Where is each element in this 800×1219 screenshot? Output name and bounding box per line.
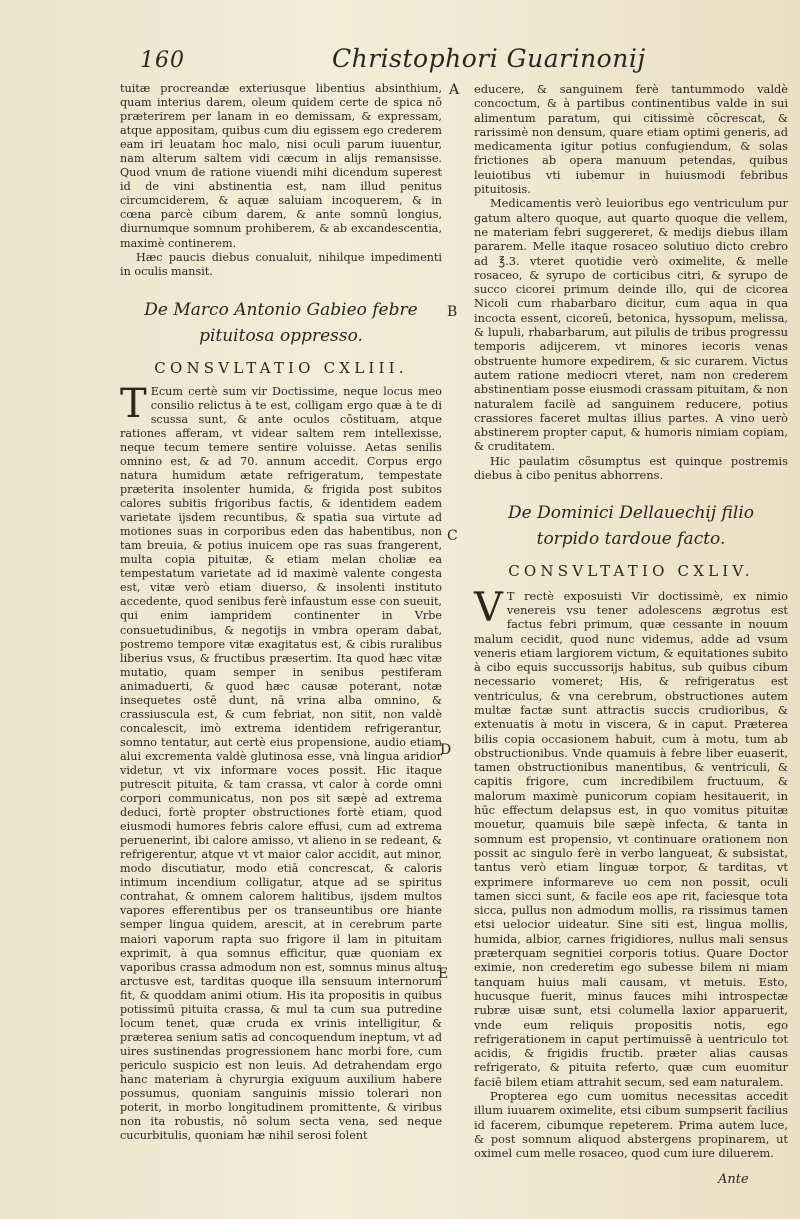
consultation-143-text: Ecum certè sum vir Doctissime, neque locus meo consilio relictus à te est, colligam ergo quæ à te di scussa sunt, & ante oculos cõstituam, atque rationes afferam, vt videar saltem rem intellexisse, neque tecum temere sentire voluisse. Aetas senilis omnino est, & ad 70. annum accedit. Corpus ergo natura humidum ætate refrigeratum, tempestate præterita insolenter humida, & frigida post subitos calores subitis frigoribus factis, & identidem eadem varietate ijsdem recuntibus, & spatia sua virtute ad motiones suas in corporibus eden das habentibus, non tam breuia, & potius inuicem ope ras suas frangerent, multa copia pituitæ, & etiam melan choliæ ea tempestatum varietate ad id maximè valente congesta est, vitæ verò etiam diuerso, & insolenti instituto accedente, quod senibus ferè infaustum esse con sueuit, qui enim iampridem continenter in Vrbe consuetudinibus, & negotijs in vmbra operam dabat, postremo tempore vitæ exagitatus est, & cibis ruralibus liberius vsus, & fructibus præsertim. Ita quod hæc vitæ mutatio, quam semper in senibus pestiferam animaduerti, & quod hæc causæ poterant, notæ insequetes ostē dunt, nā vrina alba omnino, & crassiuscula est, & cum febriat, non sitit, non valdè concalescit, imò extrema identidem refrigerantur, somno tentatur, aut certè eius propensione, audio etiam alui excrementa valdè glutinosa esse, vnà lingua aridior videtur, vt vix informare voces possit. Hic itaque putrescit pituita, & tam crassa, vt calor à corde omni corpori communicatus, non pos sit sæpè ad extrema deduci, fortè propter obstructiones fortè etiam, quod eiusmodi humores febris calore effusi, cum ad extrema peruenerint, ibi calore amisso, vt alieno in se redeant, & refrigerentur, atque vt vt maior calor accidit, aut minor, modo discutiatur, modo etiā concrescat, & caloris intimum incendium colligatur, atque ad se spiritus contrahat, & omnem calorem halitibus, ijsdem multos vapores efferentibus per os transeuntibus ore hiante semper lingua quidem, arescit, at in cerebrum parte maiori vaporum rapta suo frigore il lam in pituitam exprimit, à qua somnus efficitur, quæ quoniam ex vaporibus crassa admodum non est, somnus minus altus arctusve est, tarditas quoque illa sensuum internorum fit, & quoddam animi otium. His ita propositis in quibus potissimū pituita crassa, & mul ta cum sua putredine locum tenet, quæ cruda ex vrinis intelligitur, & præterea senium satis ad concoquendum ineptum, vt ad uires sustinendas progressionem hanc morbi fore, cum periculo suspicio est non leuis. Ad detrahendam ergo hanc materiam à chyrurgia exiguum auxilium habere possumus, quoniam sanguinis missio tolerari non poterit, in morbo longitudinem promittente, & viribus non ita robustis, nō solum secta vena, sed neque cucurbitulis, quoniam hæ nihil serosi folent bbox=[120, 384, 442, 1143]
left-paragraph-2: Hæc paucis diebus conualuit, nihilque impedimenti in oculis mansit. bbox=[120, 250, 442, 278]
right-paragraph-3: Hic paulatim cõsumptus est quinque postremis diebus à cibo penitus abhorrens. bbox=[474, 453, 788, 483]
margin-marker-e: E bbox=[438, 966, 449, 982]
consultation-144-body bbox=[474, 584, 788, 1089]
margin-marker-a: A bbox=[449, 82, 460, 98]
margin-marker-b: B bbox=[447, 304, 458, 320]
catchword: Ante bbox=[718, 1172, 749, 1187]
left-column bbox=[120, 82, 442, 1143]
consultation-144-text: T rectè exposuisti Vir doctissimè, ex nimio venereis vsu tener adolescens ægrotus est factus febri primum, quæ cessante in nouum malum cecidit, quod nunc videmus, adde ad vsum veneris etiam largiorem victum, & equitationes subito à cibo equis succussorijs habitus, sub quibus cibum necessario vomeret; His, & refrigeratus est ventriculus, & vna cerebrum, obstructiones autem multæ factæ sunt attractis succis crudioribus, & extenuatis à motu in viscera, & in caput. Præterea bilis copia occasionem habuit, cum à motu, tum ab obstructionibus. Vnde quamuis à febre liber euaserit, tamen obstructionibus manentibus, & ventriculi, & capitis frigore, cum incredibilem fructuum, & malorum maximè punicorum copiam hesitauerit, in hūc effectum delapsus est, in quo vomitus pituitæ mouetur, quamuis bile sæpè infecta, & tanta in somnum est propensio, vt continuare orationem non possit ac singulo ferè in verbo langueat, & subsistat, tantus verò etiam linguæ torpor, & tarditas, vt exprimere informareve uo cem non possit, oculi tamen sicci sunt, & facile eos ape rit, faciesque tota sicca, pullus non admodum mollis, ra rissimus tamen etsi uelocior uideatur. Sine siti est, lingua mollis, humida, albior, carnes frigidiores, nullus mali sensus præterquam segnitiei corporis totius. Quare Doctor eximie, non crederetim ego subesse bilem ni miam tanquam huius mali causam, vt metuis. Esto, hucusque fuerit, minus fauces mihi introspectæ rubræ uisæ sunt, etsi columella laxior apparuerit, vnde eum reliquis propositis notis, ego refrigerationem in caput pertimuissē à uentriculo tot acidis, & frigidis fructib. præter alias causas refrigerato, & pituita referto, quæ cum euomitur faciē bilem etiam attrahit secum, sed eam naturalem. bbox=[474, 588, 788, 1089]
right-paragraph-2: Medicamentis verò leuioribus ego ventriculum pur gatum altero quoque, aut quarto quoque die vellem, ne materiam febri suggereret, & medijs diebus illam pararem. Melle itaque rosaceo solutiuo dicto crebro ad ℥.3. vteret quotidie verò oximelite, & melle rosaceo, & syrupo de corticibus citri, & syrupo de succo cicorei primum deinde illo, qui de cicorea Nicoli cum rhabarbaro dicitur, cum aqua in qua incocta essent, cicoreū, betonica, hyssopum, melissa, & lupuli, rhabarbarum, aut pilulis de tribus progressu temporis adijcerem, vt minores iecoris venas obstruente humore expedirem, & sic curarem. Victus autem ratione mediocri vteret, nam non crederem abstinentiam posse eiusmodi crassam pituitam, & non naturalem facilè ad sanguinem reducere, potius crassiores faceret multas illius partes. A vino uerò abstinerem propter caput, & humoris nimiam copiam, & cruditatem. bbox=[474, 196, 788, 454]
running-head: Christophori Guarinonij bbox=[332, 44, 646, 73]
margin-marker-d: D bbox=[440, 742, 452, 758]
drop-cap-t: T bbox=[120, 380, 147, 427]
left-paragraph-1: tuitæ procreandæ exteriusque libentius absinthium, quam interius darem, oleum quidem certe de spica nõ præterirem per lanam in eo demissam, & expressam, atque appositam, quibus cum diu egissem ego crederem eam iri leuatam hoc malo, nisi oculi parum iuuentur, nam alterum saltem vidi cæcum in alijs remansisse. Quod vnum de ratione viuendi mihi dicendum superest id de vini abstinentia est, nam illud penitus circumciderem, & aquæ saluiam incoquerem, & in cœna parcè cibum darem, & ante somnū longius, diurnumque somnum prohiberem, & ab excandescentia, maximè continerem. bbox=[120, 82, 442, 250]
right-paragraph-1: educere, & sanguinem ferè tantummodo valdè concoctum, & à partibus continentibus valde in sui alimentum paratum, qui citissimè cõcrescat, & rarissimè non densum, quare etiam optimi generis, ad medicamenta igitur potius confugiendum, & solas frictiones ab opera manuum petendas, quibus leuiotibus vti iubemur in huiusmodi febribus pituitosis. bbox=[474, 82, 788, 197]
consultation-143-body bbox=[120, 380, 442, 1144]
page-number: 160 bbox=[140, 48, 185, 73]
margin-marker-c: C bbox=[447, 528, 458, 544]
drop-cap-v: V bbox=[474, 584, 503, 631]
consultation-144-heading: CONSVLTATIO CXLIV. bbox=[508, 562, 754, 581]
consultation-143-heading: CONSVLTATIO CXLIII. bbox=[154, 358, 408, 377]
consultation-144-title: De Dominici Dellauechij filio torpido tardoue facto. bbox=[507, 503, 754, 550]
right-column bbox=[474, 82, 788, 1160]
consultation-143-title: De Marco Antonio Gabieo febre pituitosa oppresso. bbox=[144, 299, 418, 346]
page-header bbox=[120, 44, 780, 78]
right-paragraph-4: Propterea ego cum uomitus necessitas accedit illum iuuarem oximelite, etsi cibum sumpserit facilius id facerem, cibumque repeterem. Prima autem luce, & post somnum aliquod abstergens propinarem, ut oximel cum melle rosaceo, quod cum iure diluerem. bbox=[474, 1089, 788, 1161]
